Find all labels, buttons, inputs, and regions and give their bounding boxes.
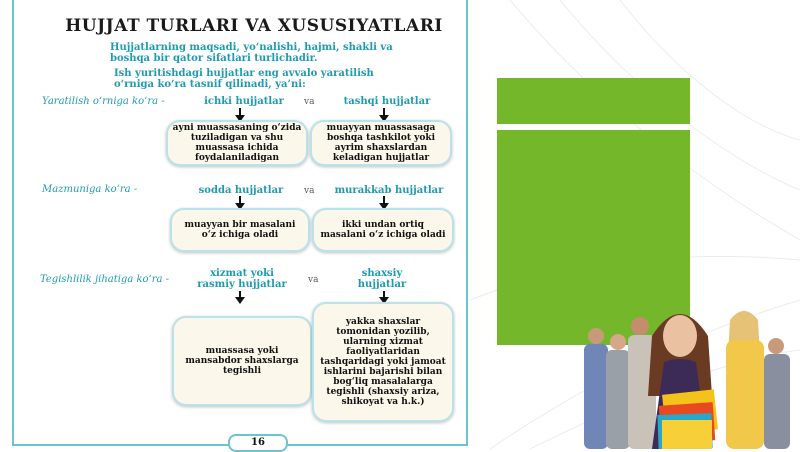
conjunction-va: va: [304, 97, 315, 107]
term-external: tashqi hujjatlar: [343, 96, 431, 107]
page-title: HUJJAT TURLARI VA XUSUSIYATLARI: [65, 16, 443, 36]
arrow-down-icon: [239, 196, 241, 205]
arrow-down-icon: [383, 108, 385, 117]
row-label-creation: Yaratilish o‘rniga ko‘ra -: [42, 96, 165, 107]
page-number: 16: [228, 434, 288, 452]
definition-box-official: muassasa yoki mansabdor shaxslarga tegishli: [172, 316, 312, 406]
arrow-down-icon: [239, 108, 241, 117]
arrow-down-icon: [383, 196, 385, 205]
term-internal: ichki hujjatlar: [204, 96, 284, 107]
row-label-content: Mazmuniga ko‘ra -: [42, 184, 138, 195]
term-personal: shaxsiy hujjatlar: [357, 268, 407, 290]
conjunction-va: va: [308, 275, 319, 285]
definition-box-personal: yakka shaxslar tomonidan yozilib, ularning xizmat faoliyatlaridan tashqaridagi yoki jamoat ishlarini bajarishi bilan bog‘liq masalalarga tegishli (shaxsiy ariza, shikoyat va h.k.): [312, 302, 454, 422]
arrow-down-icon: [383, 291, 385, 299]
term-complex: murakkab hujjatlar: [334, 185, 444, 196]
row-label-ownership: Tegishlilik jihatiga ko‘ra -: [40, 274, 170, 285]
conjunction-va: va: [304, 186, 315, 196]
definition-box-complex: ikki undan ortiq masalani o‘z ichiga oladi: [312, 208, 454, 252]
definition-box-simple: muayyan bir masalani o‘z ichiga oladi: [170, 208, 310, 252]
definition-box-internal: ayni muassasaning o‘zida tuziladigan va shu muassasa ichida foydalaniladigan: [166, 120, 308, 166]
arrow-down-icon: [239, 291, 241, 299]
intro-text-1: Hujjatlarning maqsadi, yo‘nalishi, hajmi, shakli va boshqa bir qator sifatlari turlichadir.: [110, 42, 393, 64]
students-group-photo: [576, 296, 800, 449]
green-panel-top: [497, 78, 690, 124]
term-official: xizmat yoki rasmiy hujjatlar: [197, 268, 287, 290]
textbook-page: [12, 0, 468, 446]
term-simple: sodda hujjatlar: [198, 185, 284, 196]
definition-box-external: muayyan muassasaga boshqa tashkilot yoki ayrim shaxslardan keladigan hujjatlar: [310, 120, 452, 166]
intro-text-2: Ish yuritishdagi hujjatlar eng avvalo yaratilish o‘rniga ko‘ra tasnif qilinadi, ya’ni:: [114, 68, 374, 90]
